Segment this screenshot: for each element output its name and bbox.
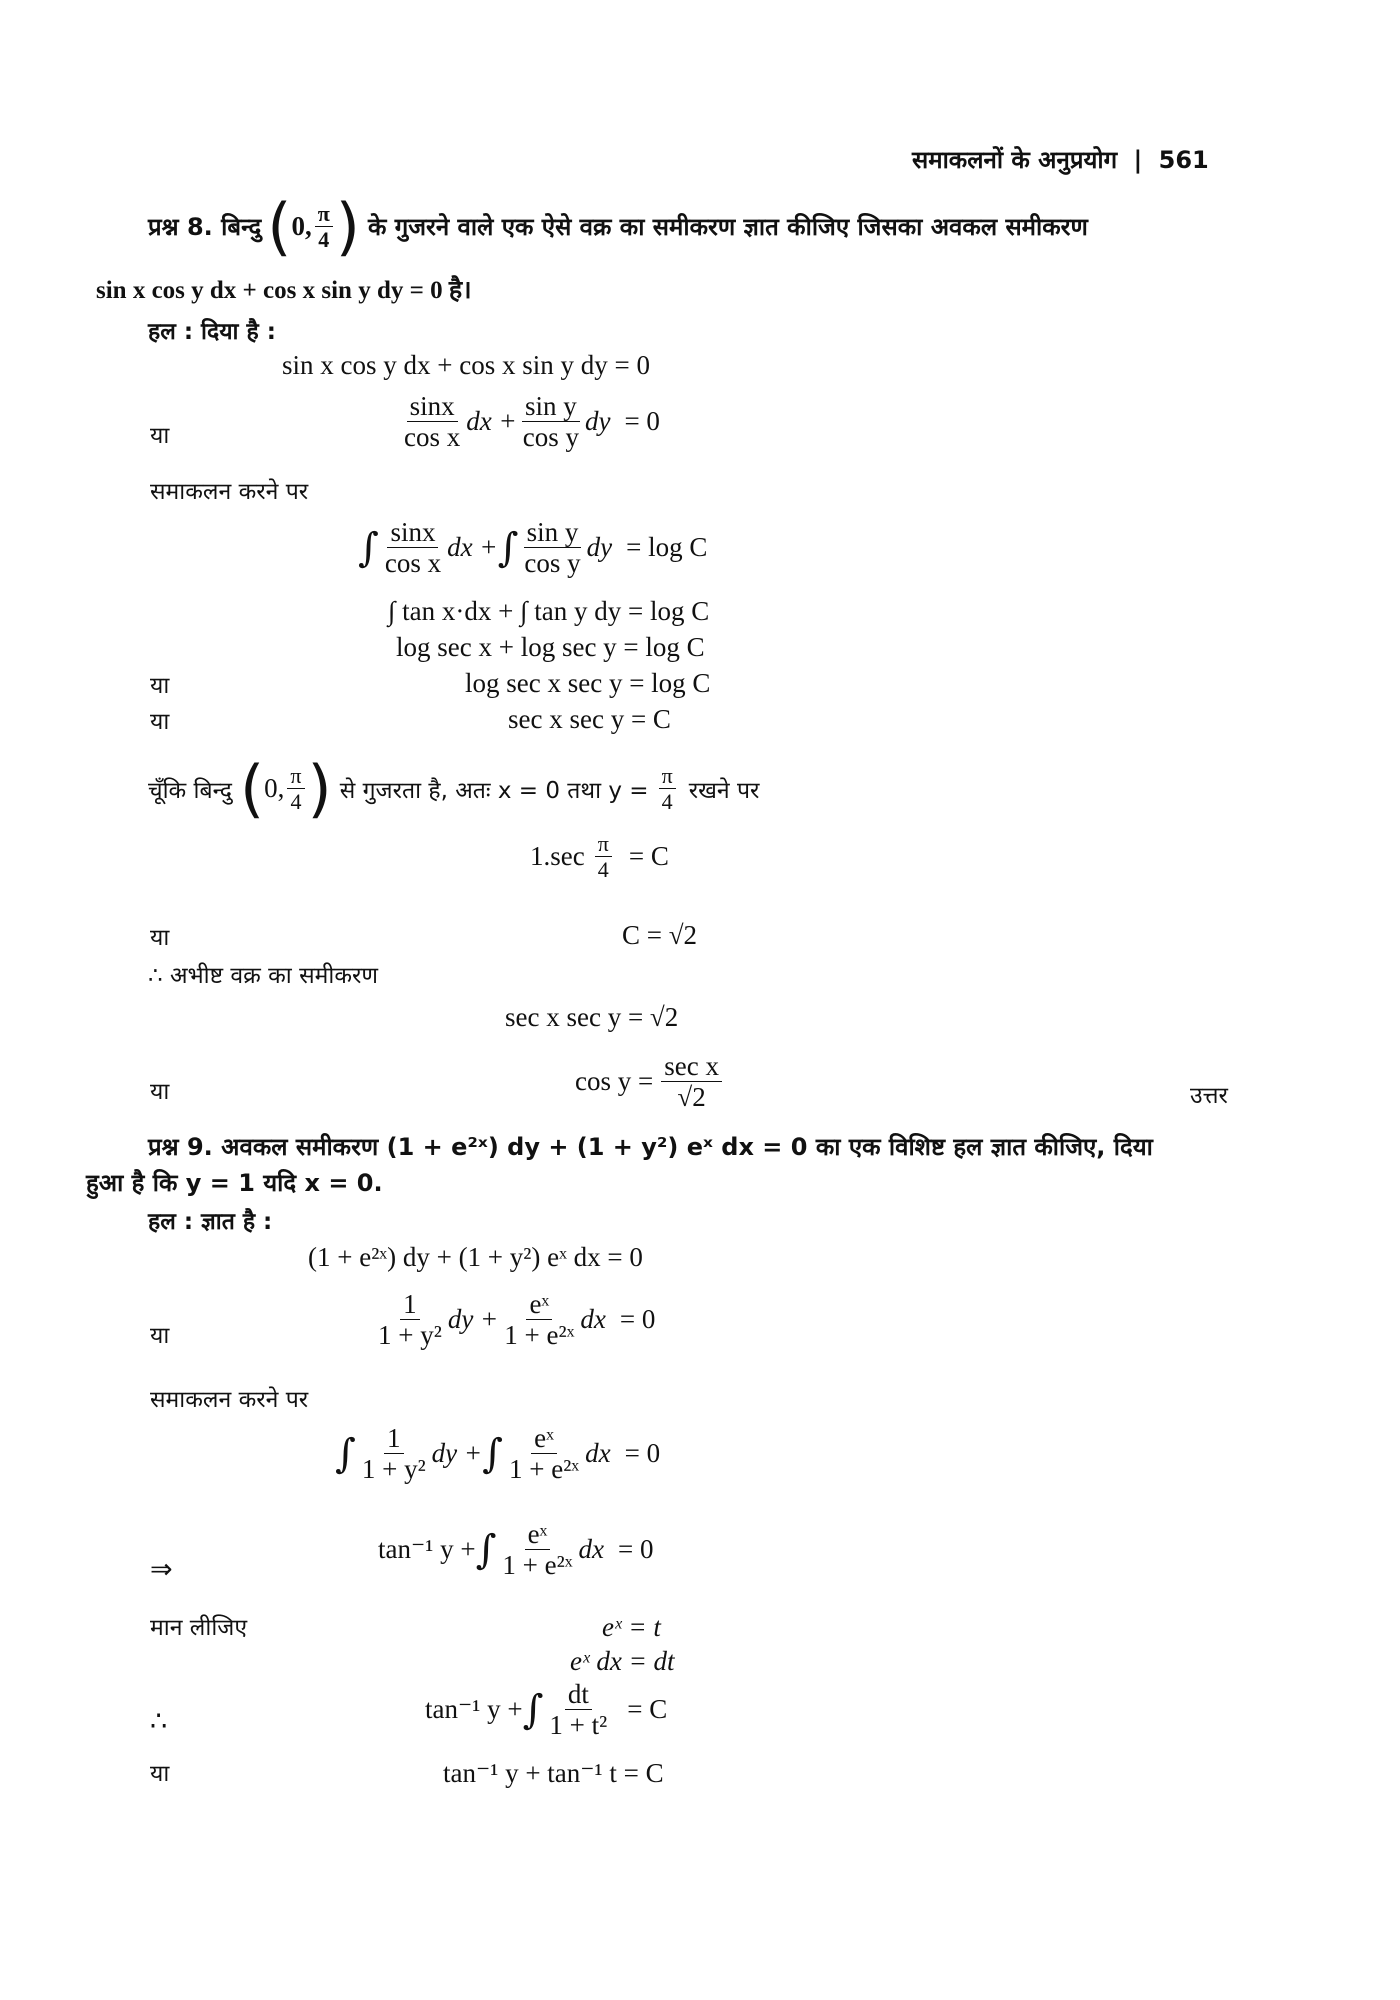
rhs: = C: [627, 1694, 668, 1725]
since-text-2: से गुजरता है, अतः x = 0 तथा y =: [339, 777, 649, 804]
numerator: π: [659, 764, 676, 789]
sol8-eq5: log sec x + log sec y = log C: [396, 632, 705, 662]
point-x: 0,: [291, 211, 312, 241]
sol8-eq10: sec x sec y = √2: [505, 1002, 679, 1032]
numerator: dt: [565, 1680, 592, 1710]
page-number: 561: [1158, 146, 1209, 174]
right-paren: ): [335, 190, 360, 263]
rhs: = 0: [619, 1304, 656, 1335]
implies-icon: ⇒: [150, 1554, 173, 1584]
integral-sign-icon: ∫: [522, 1686, 544, 1733]
term: dy: [586, 532, 613, 563]
left-paren: (: [267, 190, 292, 263]
sol8-eq9: C = √2: [622, 920, 698, 950]
denominator: 4: [318, 227, 330, 252]
since-text: चूँकि बिन्दु: [148, 777, 232, 804]
numerator: sin y: [524, 518, 582, 548]
sol8-eq11: [575, 1052, 725, 1112]
since-line: [148, 752, 759, 825]
rhs: = 0: [624, 406, 660, 437]
denominator: cos x: [404, 422, 461, 453]
numerator: sec x: [661, 1052, 722, 1082]
rhs: = 0: [624, 1438, 661, 1469]
sol8-eq8: [530, 832, 669, 881]
term: dy +: [431, 1438, 483, 1469]
denominator: cos y: [524, 548, 581, 579]
or-label: या: [150, 709, 170, 735]
term: cos y =: [575, 1066, 654, 1097]
denominator: 1 + y²: [361, 1454, 426, 1485]
or-label: या: [150, 1079, 170, 1105]
sol9-eq3: [335, 1424, 660, 1484]
or-label: या: [150, 423, 170, 449]
denominator: 4: [290, 789, 302, 814]
left-paren: (: [239, 752, 265, 825]
question-8: [148, 190, 1088, 263]
term: dx: [578, 1534, 605, 1565]
term: tan⁻¹ y +: [425, 1694, 523, 1725]
sol8-eq4: ∫ tan x·dx + ∫ tan y dy = log C: [388, 596, 710, 626]
since-text-3: रखने पर: [688, 777, 760, 804]
denominator: 1 + e²ˣ: [508, 1454, 580, 1485]
point-y-fraction: [315, 202, 333, 251]
let-label: मान लीजिए: [150, 1615, 248, 1641]
numerator: π: [287, 764, 304, 789]
integral-sign-icon: ∫: [482, 1430, 503, 1477]
denominator: √2: [677, 1082, 706, 1113]
integral-sign-icon: ∫: [335, 1430, 356, 1477]
term: dy +: [447, 1304, 499, 1335]
rhs: = C: [628, 841, 669, 872]
numerator: π: [595, 832, 612, 857]
sol8-eq3: [358, 518, 707, 578]
chapter-title: समाकलनों के अनुप्रयोग: [912, 146, 1118, 174]
sol9-eq6: eˣ dx = dt: [570, 1646, 675, 1676]
sol8-eq6: log sec x sec y = log C: [465, 668, 711, 698]
integral-sign-icon: ∫: [497, 524, 519, 571]
point-y-fraction: [287, 764, 304, 813]
or-label: या: [150, 673, 170, 699]
running-header: [912, 143, 1209, 176]
denominator: cos y: [522, 422, 579, 453]
numerator: 1: [384, 1424, 404, 1454]
sol8-eq2: [398, 392, 660, 452]
answer-marker: उत्तर: [1190, 1083, 1228, 1109]
denominator: 1 + t²: [549, 1710, 608, 1741]
denominator: 4: [661, 789, 673, 814]
sol9-eq5: eˣ = t: [602, 1612, 661, 1642]
sol8-eq1: sin x cos y dx + cos x sin y dy = 0: [282, 350, 650, 380]
term: dx +: [447, 532, 498, 563]
question-9-line1: प्रश्न 9. अवकल समीकरण (1 + e²ˣ) dy + (1 + y²) eˣ dx = 0 का एक विशिष्ट हल ज्ञात कीजिए, दिया: [148, 1133, 1153, 1161]
pi-over-4: [659, 764, 676, 813]
point-x: 0,: [264, 773, 285, 803]
numerator: eˣ: [525, 1520, 551, 1550]
term: dx +: [466, 406, 517, 437]
integrating-label: समाकलन करने पर: [150, 479, 309, 505]
question-8-text: के गुजरने वाले एक ऐसे वक्र का समीकरण ज्ञात कीजिए जिसका अवकल समीकरण: [367, 213, 1088, 241]
term: dx: [585, 1438, 611, 1469]
or-label: या: [150, 925, 170, 951]
term: dx: [580, 1304, 606, 1335]
denominator: 4: [597, 857, 609, 883]
rhs: = 0: [618, 1534, 654, 1565]
numerator: sinx: [407, 392, 458, 422]
sol8-eq7: sec x sec y = C: [508, 704, 671, 734]
numerator: 1: [400, 1290, 420, 1320]
integral-sign-icon: ∫: [358, 524, 379, 571]
right-paren: ): [307, 752, 332, 825]
denominator: cos x: [384, 548, 442, 579]
term: 1.sec: [530, 841, 585, 872]
therefore-icon: ∴: [150, 1706, 168, 1736]
term: tan⁻¹ y +: [378, 1534, 476, 1565]
header-separator: |: [1133, 146, 1143, 174]
denominator: 1 + e²ˣ: [502, 1550, 573, 1581]
sol9-eq7: [425, 1680, 667, 1740]
denominator: 1 + y²: [378, 1320, 442, 1351]
therefore-line: ∴ अभीष्ट वक्र का समीकरण: [148, 963, 379, 989]
denominator: 1 + e²ˣ: [504, 1320, 575, 1351]
rhs: = log C: [626, 532, 708, 563]
sol9-eq4: [378, 1520, 654, 1580]
numerator: π: [315, 202, 333, 227]
question-9-line2: हुआ है कि y = 1 यदि x = 0.: [86, 1169, 383, 1197]
numerator: eˣ: [531, 1424, 557, 1454]
sol9-eq8: tan⁻¹ y + tan⁻¹ t = C: [443, 1758, 664, 1788]
question-8-label: प्रश्न 8. बिन्दु: [148, 213, 262, 241]
sol9-eq1: (1 + e²ˣ) dy + (1 + y²) eˣ dx = 0: [308, 1242, 643, 1272]
solution-9-heading: हल : ज्ञात है :: [148, 1209, 273, 1235]
numerator: sin y: [522, 392, 580, 422]
numerator: sinx: [387, 518, 438, 548]
integrating-label: समाकलन करने पर: [150, 1387, 309, 1413]
or-label: या: [150, 1323, 170, 1349]
integral-sign-icon: ∫: [475, 1526, 497, 1573]
sol9-eq2: [372, 1290, 655, 1350]
or-label: या: [150, 1761, 170, 1787]
question-8-equation: sin x cos y dx + cos x sin y dy = 0 है।: [96, 277, 472, 304]
numerator: eˣ: [526, 1290, 552, 1320]
solution-8-heading: हल : दिया है :: [148, 319, 276, 345]
term: dy: [584, 406, 611, 437]
